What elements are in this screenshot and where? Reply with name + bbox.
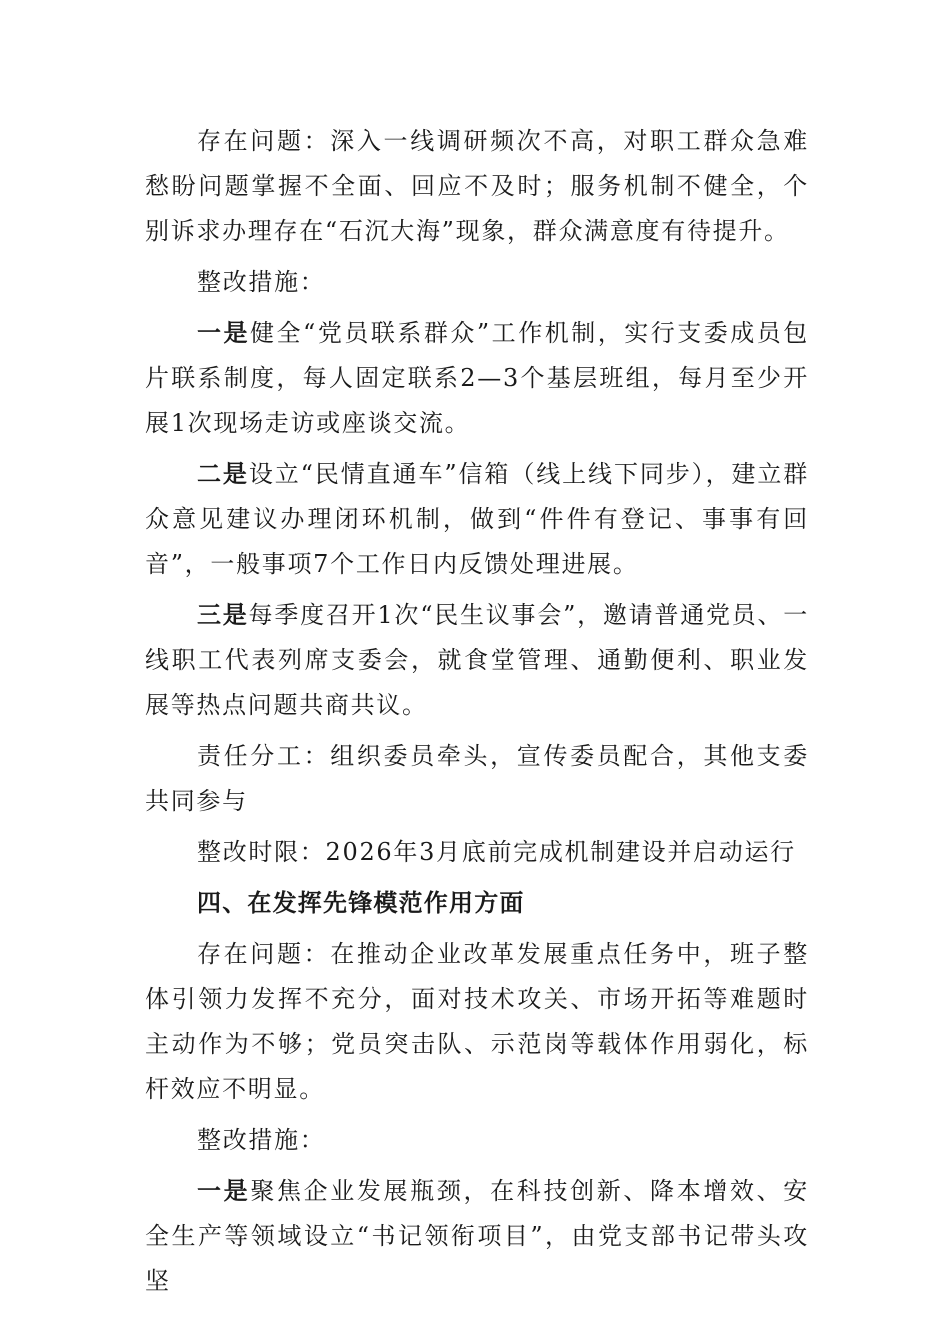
section-heading: 四、在发挥先锋模范作用方面 (197, 889, 525, 917)
measure-lead: 一是 (197, 1177, 251, 1205)
deadline-paragraph: 整改时限：2026年3月底前完成机制建设并启动运行 (197, 838, 796, 866)
problem-paragraph: 存在问题：深入一线调研频次不高，对职工群众急难愁盼问题掌握不全面、回应不及时；服务机制不健全，个别诉求办理存在“石沉大海”现象，群众满意度有待提升。 (145, 127, 809, 245)
problem-paragraph: 存在问题：在推动企业改革发展重点任务中，班子整体引领力发挥不充分，面对技术攻关、市场开拓等难题时主动作为不够；党员突击队、示范岗等载体作用弱化，标杆效应不明显。 (145, 940, 809, 1103)
measure-text: 设立“民情直通车”信箱（线上线下同步），建立群众意见建议办理闭环机制，做到“件件有登记、事事有回音”，一般事项7个工作日内反馈处理进展。 (145, 460, 810, 578)
measure-text: 每季度召开1次“民生议事会”，邀请普通党员、一线职工代表列席支委会，就食堂管理、通勤便利、职业发展等热点问题共商共议。 (145, 601, 809, 719)
measure-item-1 (145, 311, 809, 446)
measure-text: 健全“党员联系群众”工作机制，实行支委成员包片联系制度，每人固定联系2—3个基层班组，每月至少开展1次现场走访或座谈交流。 (145, 319, 810, 437)
measure-item-2 (145, 452, 809, 587)
measure-item-3 (145, 593, 809, 728)
measure-item-1 (145, 1169, 809, 1304)
measure-lead: 三是 (197, 601, 249, 629)
measure-lead: 二是 (197, 460, 249, 488)
document-body (145, 119, 809, 1304)
measure-text: 聚焦企业发展瓶颈，在科技创新、降本增效、安全生产等领域设立“书记领衔项目”，由党支部书记带头攻坚 (145, 1177, 810, 1295)
measure-lead: 一是 (197, 319, 251, 347)
measures-label: 整改措施： (197, 1126, 326, 1154)
responsibility-paragraph: 责任分工：组织委员牵头，宣传委员配合，其他支委共同参与 (145, 742, 809, 815)
measures-label: 整改措施： (197, 268, 326, 296)
